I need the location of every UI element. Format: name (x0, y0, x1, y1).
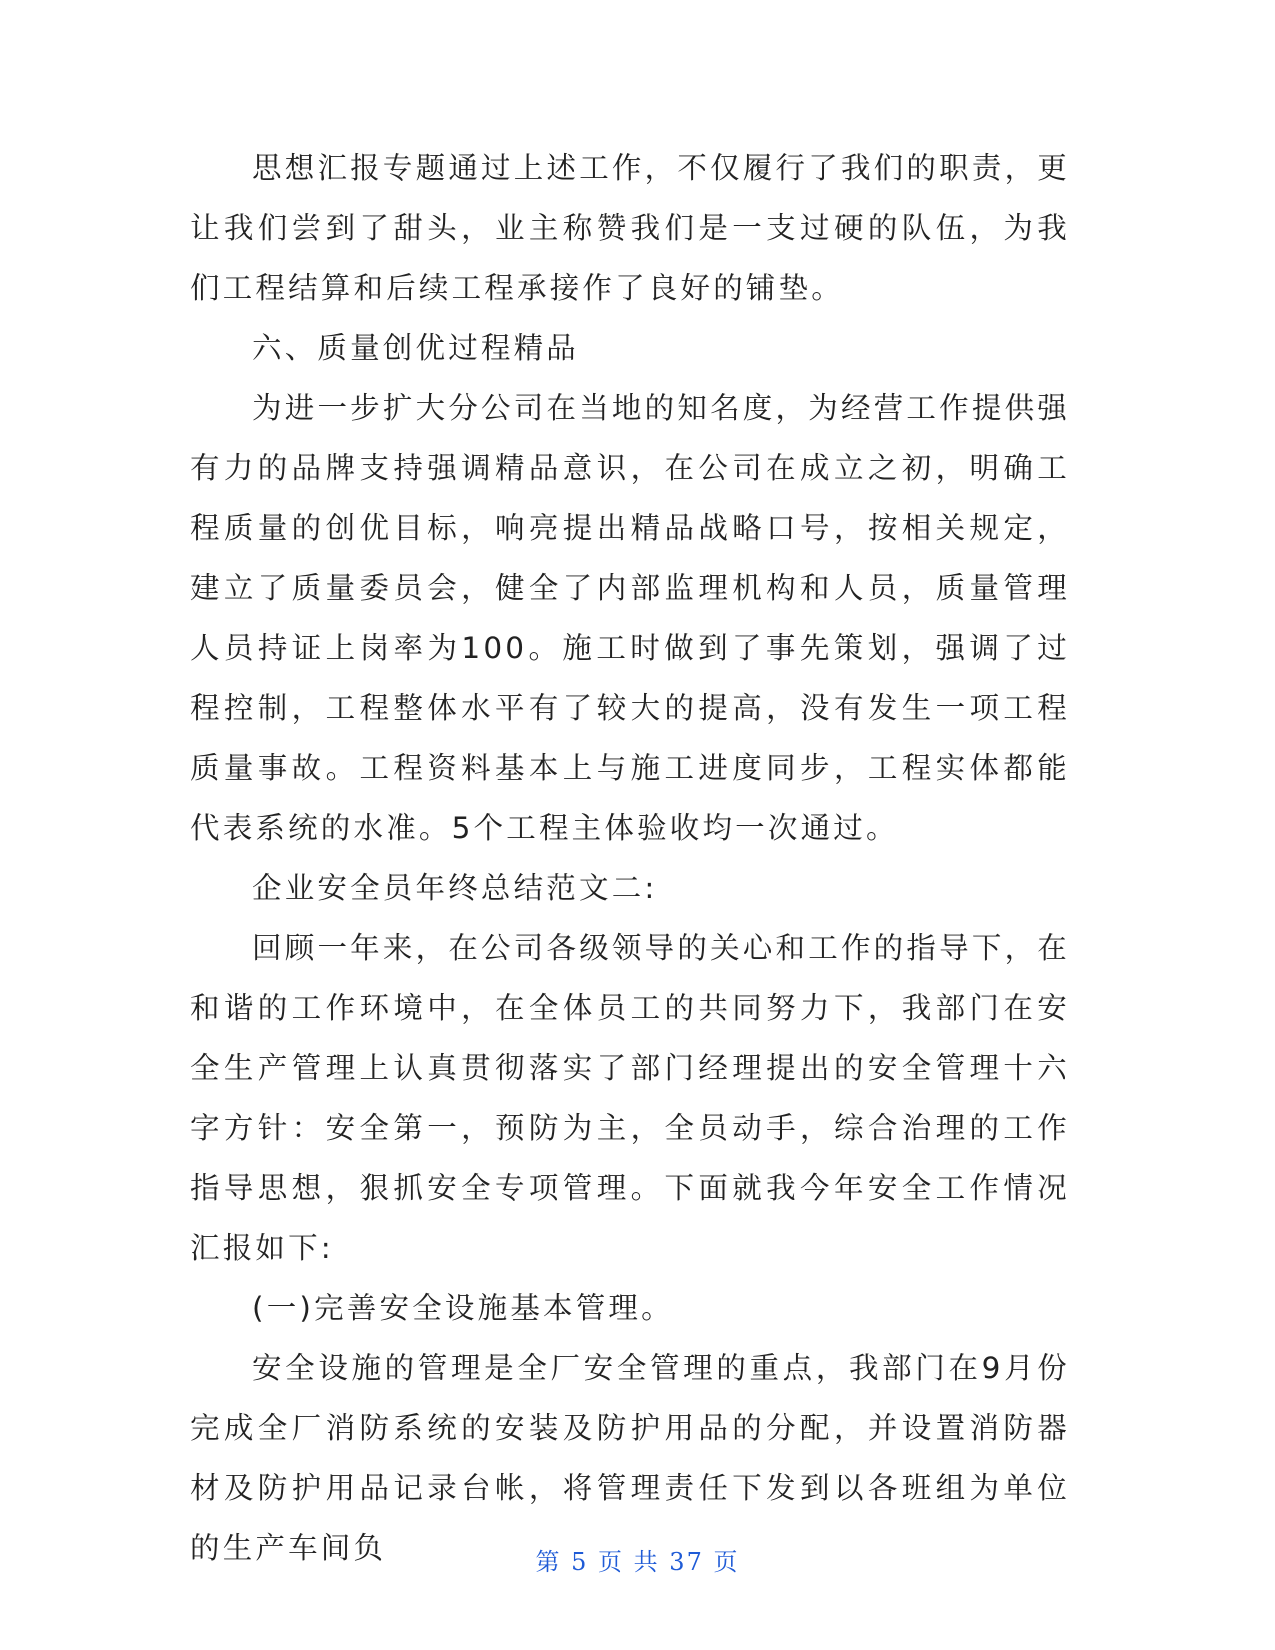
page-number: 第 5 页 共 37 页 (535, 1548, 740, 1576)
paragraph-review: 回顾一年来，在公司各级领导的关心和工作的指导下，在和谐的工作环境中，在全体员工的共同努力下，我部门在安全生产管理上认真贯彻落实了部门经理提出的安全管理十六字方针：安全第一，预防为主，全员动手，综合治理的工作指导思想，狠抓安全专项管理。下面就我今年安全工作情况汇报如下: (190, 931, 1070, 1265)
paragraph-quality: 为进一步扩大分公司在当地的知名度，为经营工作提供强有力的品牌支持强调精品意识，在公司在成立之初，明确工程质量的创优目标，响亮提出精品战略口号，按相关规定，建立了质量委员会，健全了内部监理机构和人员，质量管理人员持证上岗率为100。施工时做到了事先策划，强调了过程控制，工程整体水平有了较大的提高，没有发生一项工程质量事故。工程资料基本上与施工进度同步，工程实体都能代表系统的水准。5个工程主体验收均一次通过。 (190, 391, 1070, 845)
page-footer (0, 1542, 1275, 1577)
document-body (190, 138, 1070, 1578)
section-heading-quality: 六、质量创优过程精品 (252, 331, 580, 365)
paragraph-safety-facilities: 安全设施的管理是全厂安全管理的重点，我部门在9月份完成全厂消防系统的安装及防护用品的分配，并设置消防器材及防护用品记录台帐，将管理责任下发到以各班组为单位的生产车间负 (190, 1351, 1070, 1565)
paragraph-1: 思想汇报专题通过上述工作，不仅履行了我们的职责，更让我们尝到了甜头，业主称赞我们是一支过硬的队伍，为我们工程结算和后续工程承接作了良好的铺垫。 (190, 151, 1070, 305)
section-heading-sample-two: 企业安全员年终总结范文二: (252, 871, 658, 905)
subsection-heading-safety-facilities: (一)完善安全设施基本管理。 (252, 1291, 674, 1325)
